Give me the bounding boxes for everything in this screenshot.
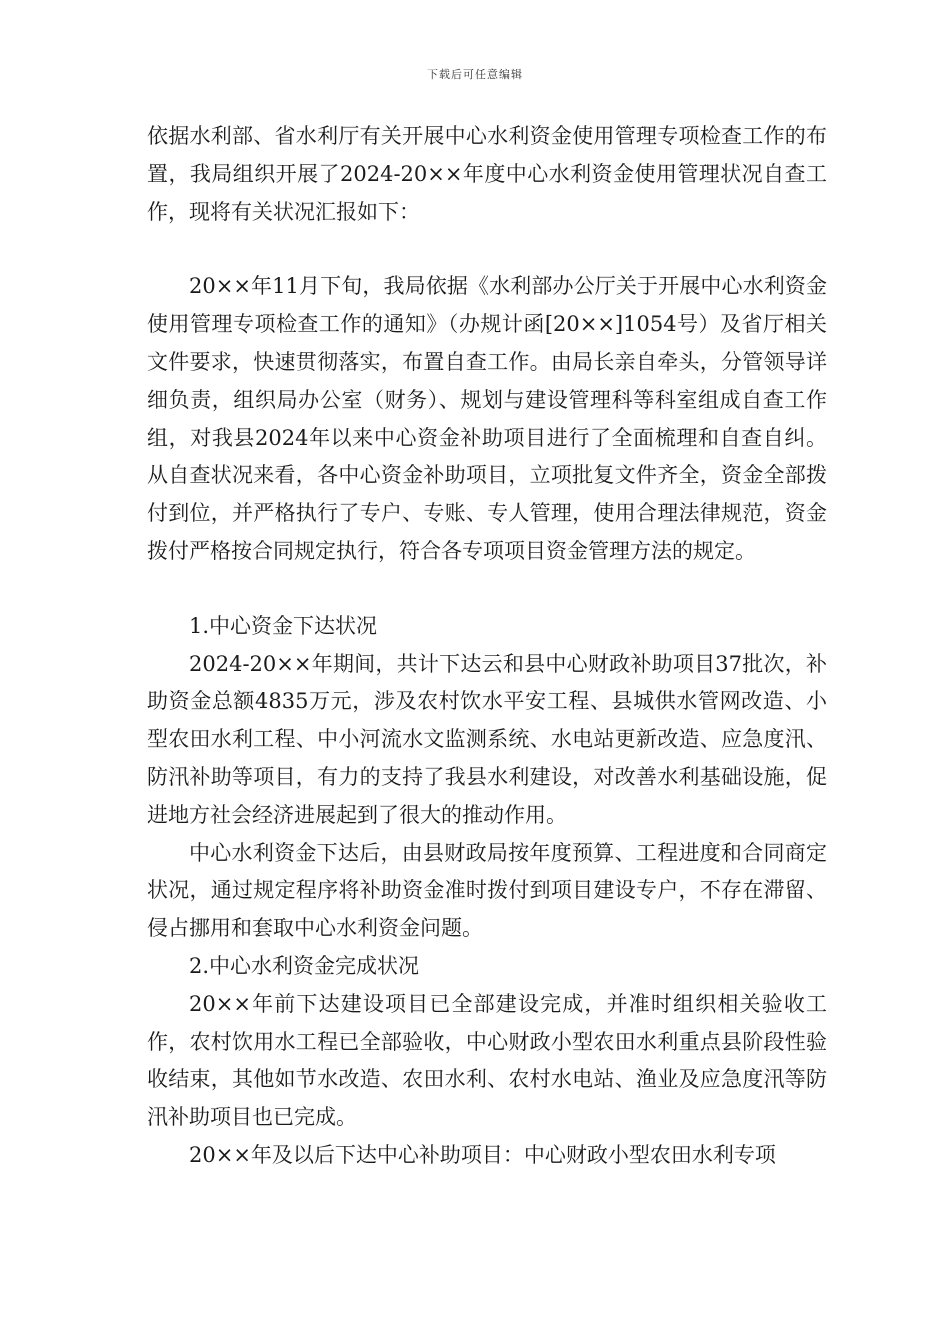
- later-projects-paragraph: 20××年及以后下达中心补助项目：中心财政小型农田水利专项: [189, 1142, 776, 1167]
- section-heading-1: 1.中心资金下达状况: [189, 613, 378, 638]
- completion-paragraph: 20××年前下达建设项目已全部建设完成，并准时组织相关验收工作，农村饮用水工程已全部验收，中心财政小型农田水利重点县阶段性验收结束，其他如节水改造、农田水利、农村水电站、渔业及应急度汛等防汛补助项目也已完成。: [147, 991, 827, 1130]
- page-header: 下载后可任意编辑: [427, 68, 523, 81]
- section-heading-2: 2.中心水利资金完成状况: [189, 953, 420, 978]
- self-check-paragraph: 20××年11月下旬，我局依据《水利部办公厅关于开展中心水利资金使用管理专项检查工作的通知》（办规计函[20××]1054号）及省厅相关文件要求，快速贯彻落实，布置自查工作。由局长亲自牵头，分管领导详细负责，组织局办公室（财务）、规划与建设管理科等科室组成自查工作组，对我县2024年以来中心资金补助项目进行了全面梳理和自查自纠。从自查状况来看，各中心资金补助项目，立项批复文件齐全，资金全部拨付到位，并严格执行了专户、专账、专人管理，使用合理法律规范，资金拨付严格按合同规定执行，符合各专项项目资金管理方法的规定。: [147, 274, 827, 563]
- disbursement-paragraph: 中心水利资金下达后，由县财政局按年度预算、工程进度和合同商定状况，通过规定程序将补助资金准时拨付到项目建设专户，不存在滞留、侵占挪用和套取中心水利资金问题。: [147, 840, 827, 941]
- funding-paragraph: 2024-20××年期间，共计下达云和县中心财政补助项目37批次，补助资金总额4835万元，涉及农村饮水平安工程、县城供水管网改造、小型农田水利工程、中小河流水文监测系统、水电站更新改造、应急度汛、防汛补助等项目，有力的支持了我县水利建设，对改善水利基础设施，促进地方社会经济进展起到了很大的推动作用。: [147, 651, 827, 827]
- intro-paragraph: 依据水利部、省水利厅有关开展中心水利资金使用管理专项检查工作的布置，我局组织开展了2024-20××年度中心水利资金使用管理状况自查工作，现将有关状况汇报如下：: [147, 124, 827, 224]
- paragraph-spacer: [147, 231, 827, 268]
- document-body: [147, 118, 827, 1175]
- paragraph-spacer: [147, 571, 827, 608]
